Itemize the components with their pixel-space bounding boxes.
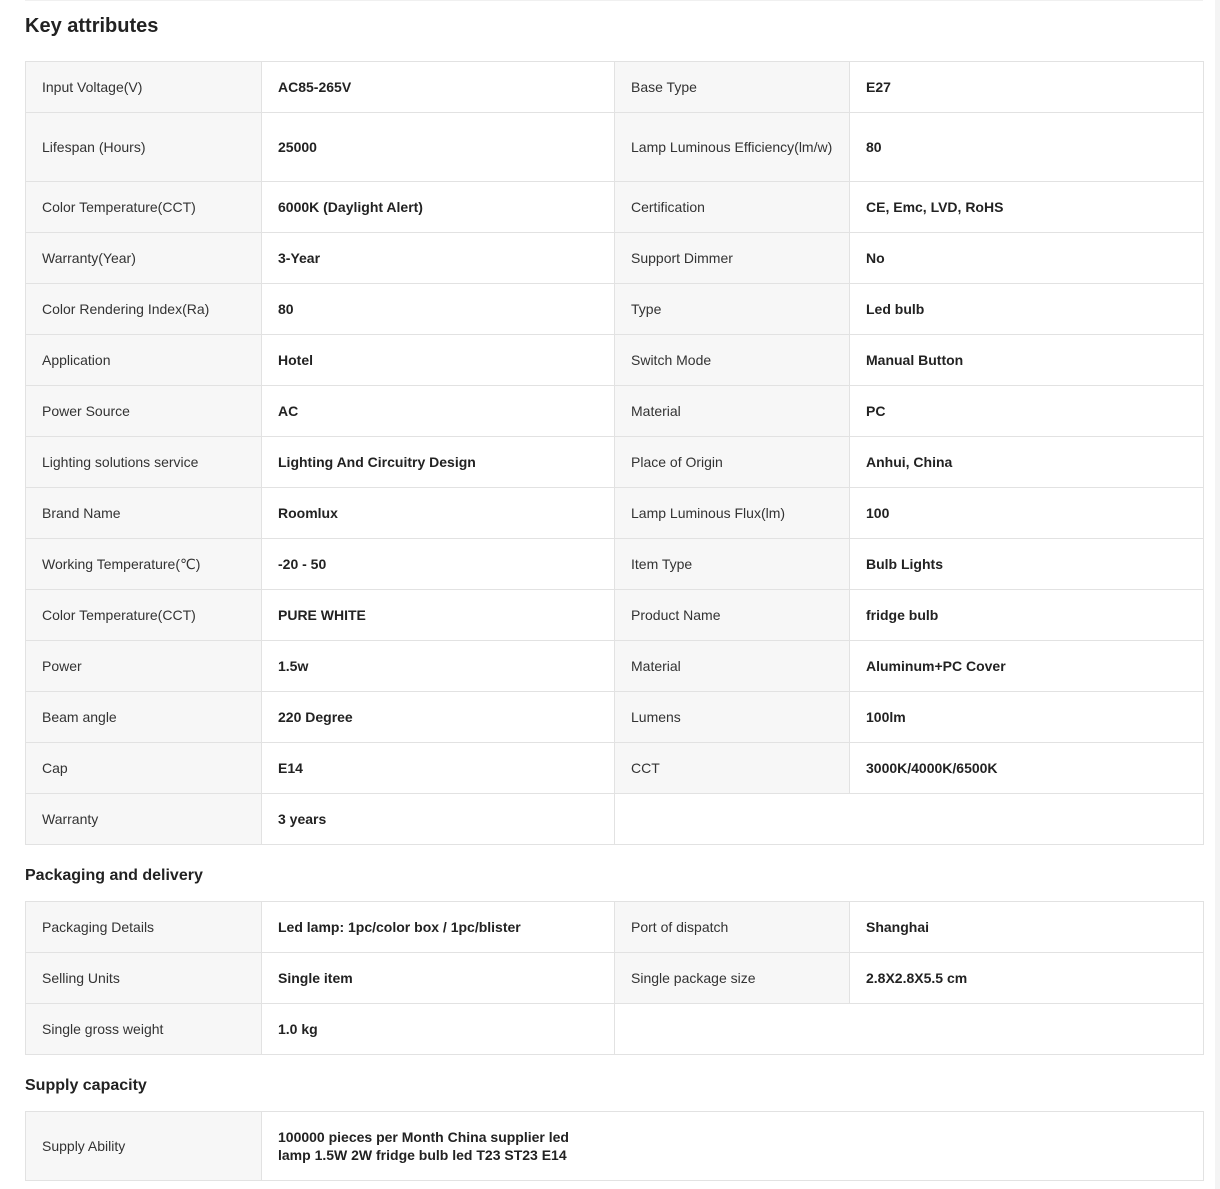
attribute-value: Hotel — [262, 335, 615, 386]
attribute-label: Lumens — [615, 692, 850, 743]
attribute-label: Power — [26, 641, 262, 692]
attribute-value: Lighting And Circuitry Design — [262, 437, 615, 488]
key-attributes-table — [25, 61, 1204, 845]
attribute-label: Type — [615, 284, 850, 335]
attribute-label: Lighting solutions service — [26, 437, 262, 488]
attribute-value: 1.0 kg — [262, 1004, 615, 1055]
attribute-row — [26, 335, 1204, 386]
attribute-label: Port of dispatch — [615, 902, 850, 953]
attribute-value: 2.8X2.8X5.5 cm — [850, 953, 1204, 1004]
attribute-label: Packaging Details — [26, 902, 262, 953]
attribute-label: Warranty — [26, 794, 262, 845]
attribute-label: Lifespan (Hours) — [26, 113, 262, 182]
attribute-value: 220 Degree — [262, 692, 615, 743]
attribute-label: Single package size — [615, 953, 850, 1004]
attribute-row — [26, 488, 1204, 539]
attribute-label: Cap — [26, 743, 262, 794]
attribute-label: Item Type — [615, 539, 850, 590]
attribute-value: Shanghai — [850, 902, 1204, 953]
attribute-row — [26, 386, 1204, 437]
attribute-label: Beam angle — [26, 692, 262, 743]
attribute-value: 100lm — [850, 692, 1204, 743]
attribute-value: Led bulb — [850, 284, 1204, 335]
attribute-value: 80 — [262, 284, 615, 335]
attribute-value — [262, 1112, 1204, 1181]
empty-cell — [615, 794, 1204, 845]
attribute-label: Base Type — [615, 62, 850, 113]
attribute-label: Support Dimmer — [615, 233, 850, 284]
attribute-row — [26, 284, 1204, 335]
attribute-label: Application — [26, 335, 262, 386]
attribute-row — [26, 794, 1204, 845]
attribute-value: Roomlux — [262, 488, 615, 539]
attribute-row — [26, 182, 1204, 233]
attribute-label: Power Source — [26, 386, 262, 437]
attribute-value: No — [850, 233, 1204, 284]
attribute-label: Supply Ability — [26, 1112, 262, 1181]
attribute-label: Material — [615, 386, 850, 437]
attribute-row — [26, 1004, 1204, 1055]
attribute-value: 1.5w — [262, 641, 615, 692]
attribute-label: Switch Mode — [615, 335, 850, 386]
attribute-row — [26, 62, 1204, 113]
attribute-label: Material — [615, 641, 850, 692]
attribute-value: Led lamp: 1pc/color box / 1pc/blister — [262, 902, 615, 953]
attribute-value: 100 — [850, 488, 1204, 539]
empty-cell — [615, 1004, 1204, 1055]
attribute-value: -20 - 50 — [262, 539, 615, 590]
packaging-title: Packaging and delivery — [25, 867, 203, 884]
attribute-label: Selling Units — [26, 953, 262, 1004]
attribute-label: Certification — [615, 182, 850, 233]
attribute-value: 6000K (Daylight Alert) — [262, 182, 615, 233]
scrollbar-track[interactable] — [1215, 0, 1220, 1189]
attribute-label: Brand Name — [26, 488, 262, 539]
attribute-label: Color Temperature(CCT) — [26, 590, 262, 641]
supply-ability-line: 100000 pieces per Month China supplier led — [278, 1129, 569, 1145]
attribute-value: CE, Emc, LVD, RoHS — [850, 182, 1204, 233]
attribute-value: Manual Button — [850, 335, 1204, 386]
attribute-value: Single item — [262, 953, 615, 1004]
top-divider — [25, 0, 1203, 1]
attribute-label: Input Voltage(V) — [26, 62, 262, 113]
attribute-value: E27 — [850, 62, 1204, 113]
attribute-label: Warranty(Year) — [26, 233, 262, 284]
attribute-value: Bulb Lights — [850, 539, 1204, 590]
attribute-row — [26, 113, 1204, 182]
attribute-row — [26, 233, 1204, 284]
packaging-table — [25, 901, 1204, 1055]
attribute-label: CCT — [615, 743, 850, 794]
attribute-label: Working Temperature(℃) — [26, 539, 262, 590]
attribute-label: Lamp Luminous Flux(lm) — [615, 488, 850, 539]
attribute-value: Aluminum+PC Cover — [850, 641, 1204, 692]
supply-capacity-title: Supply capacity — [25, 1077, 147, 1094]
attribute-row — [26, 590, 1204, 641]
attribute-value: 3 years — [262, 794, 615, 845]
attribute-label: Single gross weight — [26, 1004, 262, 1055]
attribute-row — [26, 902, 1204, 953]
supply-ability-line: lamp 1.5W 2W fridge bulb led T23 ST23 E14 — [278, 1147, 567, 1163]
attribute-label: Place of Origin — [615, 437, 850, 488]
attribute-row — [26, 953, 1204, 1004]
attribute-label: Lamp Luminous Efficiency(lm/w) — [615, 113, 850, 182]
attribute-value: 25000 — [262, 113, 615, 182]
attribute-value: AC85-265V — [262, 62, 615, 113]
attribute-row — [26, 1112, 1204, 1181]
attribute-value: PC — [850, 386, 1204, 437]
attribute-label: Product Name — [615, 590, 850, 641]
attribute-value: Anhui, China — [850, 437, 1204, 488]
attribute-value: 3-Year — [262, 233, 615, 284]
attribute-label: Color Rendering Index(Ra) — [26, 284, 262, 335]
attribute-value: AC — [262, 386, 615, 437]
attribute-value: E14 — [262, 743, 615, 794]
supply-capacity-table — [25, 1111, 1204, 1181]
attribute-value: 3000K/4000K/6500K — [850, 743, 1204, 794]
key-attributes-title: Key attributes — [25, 15, 159, 37]
attribute-value: PURE WHITE — [262, 590, 615, 641]
attribute-row — [26, 641, 1204, 692]
attribute-row — [26, 437, 1204, 488]
attribute-row — [26, 743, 1204, 794]
attribute-row — [26, 692, 1204, 743]
attribute-label: Color Temperature(CCT) — [26, 182, 262, 233]
attribute-row — [26, 539, 1204, 590]
attribute-value: 80 — [850, 113, 1204, 182]
attribute-value: fridge bulb — [850, 590, 1204, 641]
